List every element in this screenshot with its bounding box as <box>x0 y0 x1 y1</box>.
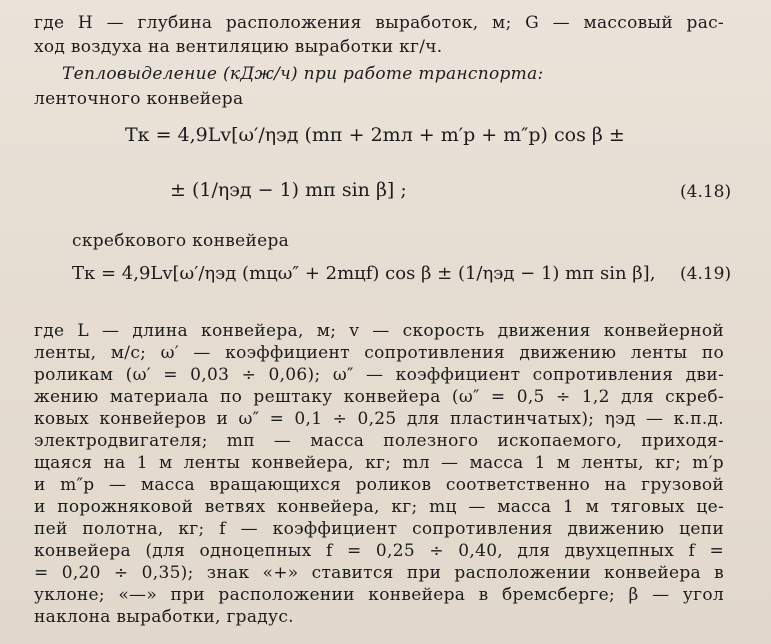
body-line-6: электродвигателя; mп — масса полезного ископаемого, приходя- <box>34 431 724 451</box>
body-line-1: где L — длина конвейера, м; v — скорость движения конвейерной <box>34 321 724 341</box>
body-line-12: = 0,20 ÷ 0,35); знак «+» ставится при расположении конвейера в <box>34 563 724 583</box>
body-line-5: ковых конвейеров и ω″ = 0,1 ÷ 0,25 для пластинчатых); ηэд — к.п.д. <box>34 409 724 429</box>
equation-4-18-line-1: Tк = 4,9Lv[ω′/ηэд (mп + 2mл + m′р + m″р) cos β ± <box>125 124 625 146</box>
intro-line-2: ход воздуха на вентиляцию выработки кг/ч. <box>34 37 443 57</box>
equation-4-19-number: (4.19) <box>680 264 732 284</box>
body-line-3: роликам (ω′ = 0,03 ÷ 0,06); ω″ — коэффициент сопротивления дви- <box>34 365 724 385</box>
body-line-10: пей полотна, кг; f — коэффициент сопротивления движению цепи <box>34 519 724 539</box>
body-line-9: и порожняковой ветвях конвейера, кг; mц — масса 1 м тяговых це- <box>34 497 724 517</box>
scraper-conveyor-label: скребкового конвейера <box>72 231 290 251</box>
equation-4-19-line-1: Tк = 4,9Lv[ω′/ηэд (mцω″ + 2mцf) cos β ± (1/ηэд − 1) mп sin β], <box>72 263 656 284</box>
body-line-14: наклона выработки, градус. <box>34 607 294 627</box>
body-line-8: и m″р — масса вращающихся роликов соответственно на грузовой <box>34 475 724 495</box>
body-line-13: уклоне; «—» при расположении конвейера в бремсберге; β — угол <box>34 585 724 605</box>
body-line-2: ленты, м/с; ω′ — коэффициент сопротивления движению ленты по <box>34 343 724 363</box>
belt-conveyor-label: ленточного конвейера <box>34 89 244 109</box>
body-line-7: щаяся на 1 м ленты конвейера, кг; mл — масса 1 м ленты, кг; m′р <box>34 453 724 473</box>
body-line-4: жению материала по рештаку конвейера (ω″ = 0,5 ÷ 1,2 для скреб- <box>34 387 724 407</box>
equation-4-18-number: (4.18) <box>680 182 732 202</box>
body-line-11: конвейера (для одноцепных f = 0,25 ÷ 0,40, для двухцепных f = <box>34 541 724 561</box>
equation-4-18-line-2: ± (1/ηэд − 1) mп sin β] ; <box>170 179 407 201</box>
section-heading: Тепловыделение (кДж/ч) при работе транспорта: <box>62 64 544 84</box>
intro-line-1: где H — глубина расположения выработок, м; G — массовый рас- <box>34 13 724 33</box>
